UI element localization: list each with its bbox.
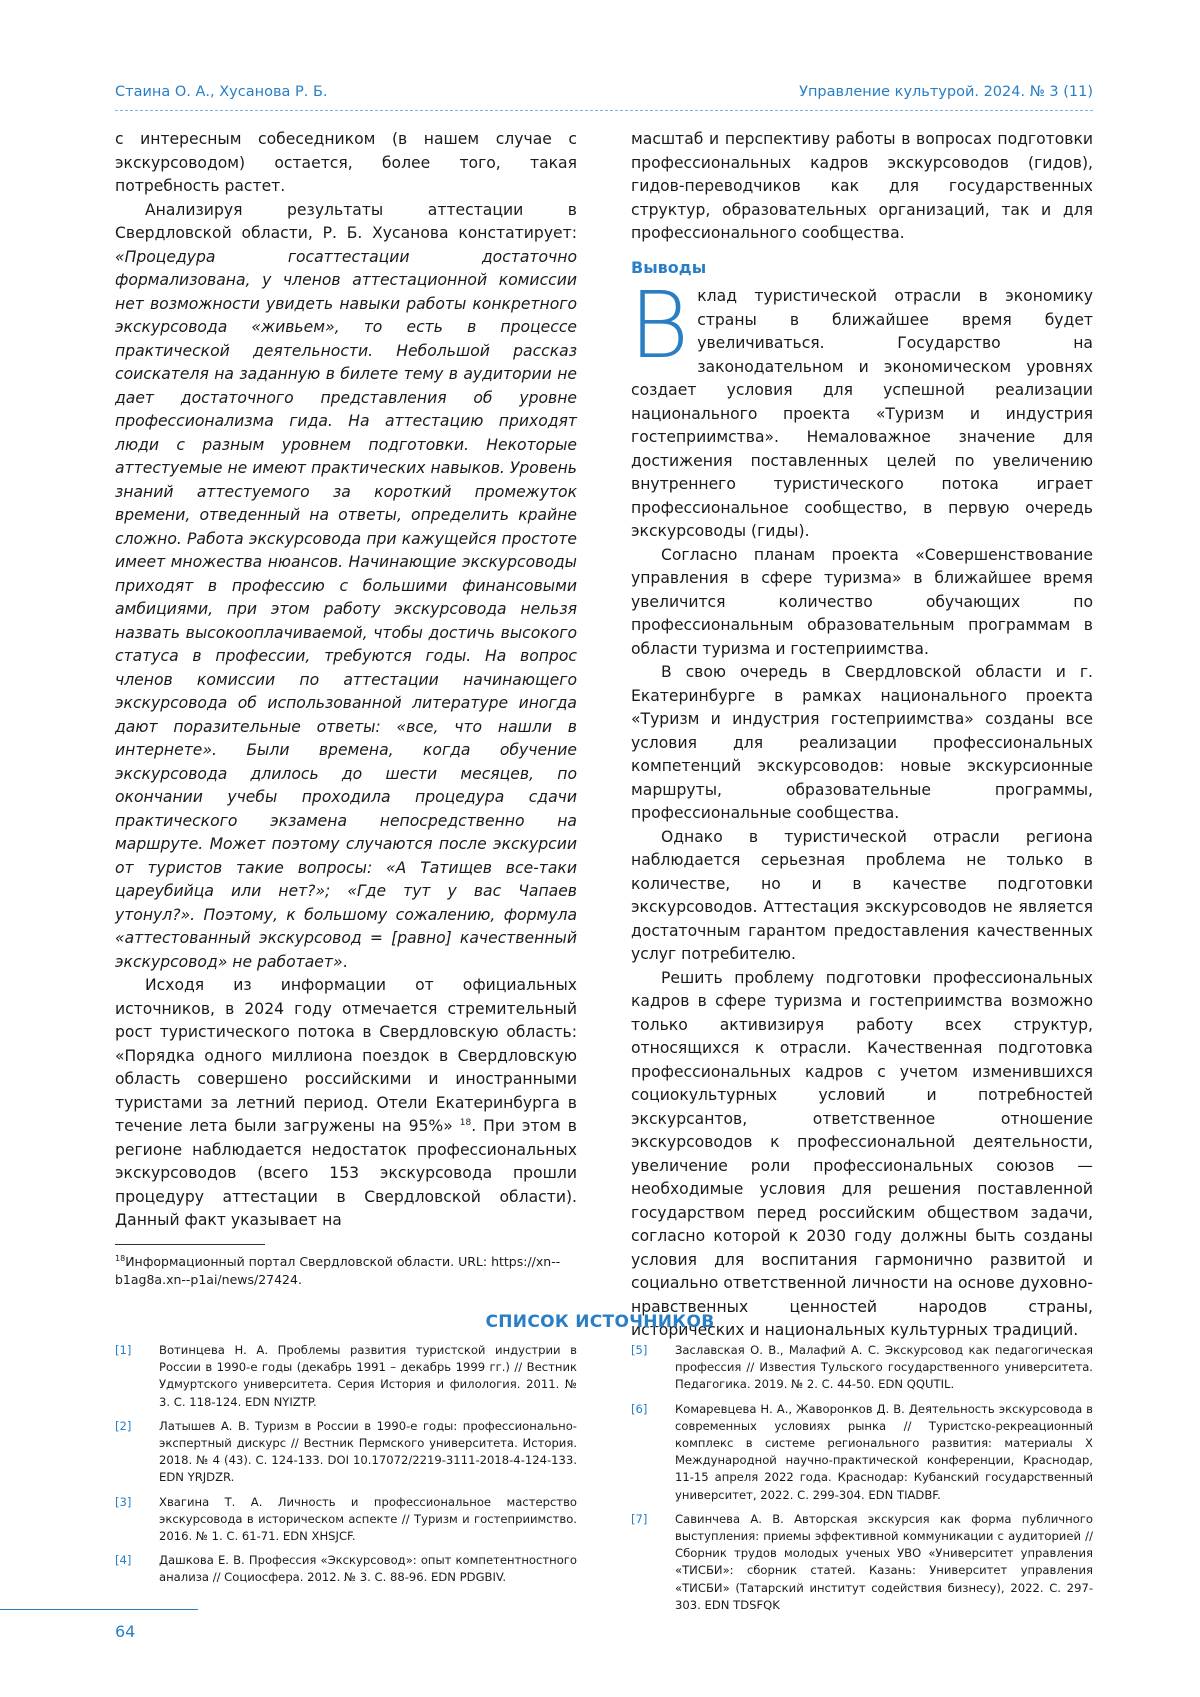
paragraph-part: . При этом в регионе наблюдается недостаток профессиональных экскурсоводов (всего 153 экскурсовода прошли процедуру аттестации в Свердловской области). Данный факт указывает на bbox=[115, 1117, 577, 1229]
reference-number: [3] bbox=[115, 1494, 132, 1509]
header-divider bbox=[115, 110, 1093, 111]
reference-item bbox=[115, 1494, 577, 1546]
reference-item bbox=[631, 1401, 1093, 1504]
section-title-conclusions: Выводы bbox=[631, 257, 707, 277]
footnote-ref[interactable]: 18 bbox=[459, 1117, 472, 1128]
reference-number: [4] bbox=[115, 1553, 132, 1568]
footnote-text: Информационный портал Свердловской области. URL: https://xn--b1ag8a.xn--p1ai/news/27424. bbox=[115, 1254, 561, 1288]
reference-number: [2] bbox=[115, 1418, 132, 1433]
reference-number: [5] bbox=[631, 1343, 648, 1357]
paragraph-dropcap bbox=[629, 272, 1093, 544]
reference-text: Латышев А. В. Туризм в России в 1990-е годы: профессионально-экспертный дискурс // Вестник Пермского университета. История. 2018. № 4 (43). С. 124-133. DOI 10.17072/2219-3111-2018-4-124-133. EDN YRJDZR. bbox=[159, 1418, 577, 1485]
paragraph: Однако в туристической отрасли региона наблюдается серьезная проблема не только в количестве, но и в качестве подготовки экскурсоводов. Аттестация экскурсоводов не является достаточным гарантом предоставления качественных услуг потребителю. bbox=[631, 827, 1093, 963]
reference-text: Савинчева А. В. Авторская экскурсия как форма публичного выступления: приемы эффективной коммуникации с аудиторией // Сборник трудов молодых ученых УВО «Университет управления «ТИСБИ»: сборник статей. Казань: Университет управления «ТИСБИ» (Татарский институт содействия бизнесу), 2022. С. 297-303. EDN TDSFQK bbox=[675, 1511, 1093, 1612]
reference-item bbox=[115, 1418, 577, 1487]
reference-number: [7] bbox=[631, 1511, 648, 1526]
references-left bbox=[115, 1342, 577, 1594]
running-header bbox=[115, 84, 1093, 106]
reference-text: Комаревцева Н. А., Жаворонков Д. В. Деятельность экскурсовода в современных условиях рынка // Туристско-рекреационный комплекс в системе регионального развития: материалы X Международной научно-практической конференции, Краснодар, 11-15 апреля 2022 года. Краснодар: Кубанский государственный университет, 2022. С. 299-304. EDN TIADBF. bbox=[675, 1401, 1093, 1502]
reference-text: Дашкова Е. В. Профессия «Экскурсовод»: опыт компетентностного анализа // Социосфера. 2012. № 3. С. 88-96. EDN PDGBIV. bbox=[159, 1553, 577, 1585]
paragraph bbox=[115, 974, 577, 1233]
paragraph: Решить проблему подготовки профессиональных кадров в сфере туризма и гостеприимства возможно только активизируя работу всех структур, относящихся к отрасли. Качественная подготовка профессиональных кадров с учетом изменившихся социокультурных условий и потребностей экскурсантов, ответственное отношение экскурсоводов к профессиональной деятельности, увеличение роли профессиональных союзов — необходимые условия для решения поставленной государством перед российским обществом задачи, согласно которой к 2030 году должны быть созданы условия для воспитания гармонично развитой и социально ответственной личности на основе духовно-нравственных ценностей народов страны, исторических и национальных культурных традиций. bbox=[631, 968, 1093, 1339]
quote-end: . bbox=[342, 952, 348, 971]
header-authors: Стаина О. А., Хусанова Р. Б. bbox=[115, 84, 328, 100]
reference-text: Хвагина Т. А. Личность и профессиональное мастерство экскурсовода в историческом аспекте // Туризм и гостеприимство. 2016. № 1. С. 61-71. EDN XHSJCF. bbox=[159, 1494, 577, 1544]
references-title: СПИСОК ИСТОЧНИКОВ bbox=[485, 1312, 715, 1332]
reference-item bbox=[115, 1552, 577, 1586]
paragraph: В свою очередь в Свердловской области и г. Екатеринбурге в рамках национального проекта «Туризм и индустрия гостеприимства» созданы все условия для реализации профессиональных компетенций экскурсоводов: новые экскурсионные маршруты, образовательные программы, профессиональные сообщества. bbox=[631, 663, 1093, 822]
footnote bbox=[115, 1250, 577, 1289]
reference-item bbox=[115, 1342, 577, 1411]
paragraph-part: Исходя из информации от официальных источников, в 2024 году отмечается стремительный рост туристического потока в Свердловскую область: «Порядка одного миллиона поездок в Свердловскую область совершено российскими и иностранными туристами за летний период. Отели Екатеринбурга в течение лета были загружены на 95%» bbox=[115, 976, 577, 1135]
quote-intro: Анализируя результаты аттестации в Свердловской области, Р. Б. Хусанова констатирует: bbox=[115, 200, 577, 242]
reference-item bbox=[631, 1511, 1093, 1614]
left-column bbox=[115, 128, 577, 1233]
quote-text: «Процедура госаттестации достаточно формализована, у членов аттестационной комиссии нет возможности увидеть навыки работы конкретного экскурсовода «живьем», то есть в процессе практической деятельности. Небольшой рассказ соискателя на заданную в билете тему в аудитории не дает достаточного представления об уровне профессионализма гида. На аттестацию приходят люди с разным уровнем подготовки. Некоторые аттестуемые не имеют практических навыков. Уровень знаний аттестуемого за короткий промежуток времени, отведенный на ответы, определить крайне сложно. Работа экскурсовода при кажущейся простоте имеет множества нюансов. Начинающие экскурсоводы приходят в профессию с большими финансовыми амбициями, при этом работу экскурсовода нельзя назвать высокооплачиваемой, чтобы достичь высокого статуса в профессии, требуются годы. На вопрос членов комиссии по аттестации начинающего экскурсовода об использованной литературе иногда дают поразительные ответы: «все, что нашли в интернете». Были времена, когда обучение экскурсовода длилось до шести месяцев, по окончании учебы проходила процедура сдачи практического экзамена непосредственно на маршруте. Может поэтому случаются после экскурсии от туристов такие вопросы: «А Татищев все-таки цареубийца или нет?»; «Где тут у вас Чапаев утонул?». Поэтому, к большому сожалению, формула «аттестованный экскурсовод = [равно] качественный экскурсовод» не работает» bbox=[115, 247, 577, 971]
paragraph-quote bbox=[115, 199, 577, 975]
page-number-divider bbox=[0, 1609, 198, 1610]
paragraph: масштаб и перспективу работы в вопросах подготовки профессиональных кадров экскурсоводов (гидов), гидов-переводчиков как для государственных структур, образовательных организаций, так и для профессионального сообщества. bbox=[631, 130, 1093, 242]
paragraph: с интересным собеседником (в нашем случае с экскурсоводом) остается, более того, такая потребность растет. bbox=[115, 130, 577, 195]
dropcap-letter: В bbox=[629, 272, 690, 379]
reference-item bbox=[631, 1342, 1093, 1394]
references-right bbox=[631, 1342, 1093, 1621]
right-column bbox=[631, 128, 1093, 1343]
footnote-number: 18 bbox=[115, 1254, 126, 1263]
header-journal: Управление культурой. 2024. № 3 (11) bbox=[799, 84, 1093, 100]
reference-number: [1] bbox=[115, 1343, 132, 1357]
page-number: 64 bbox=[115, 1622, 136, 1641]
reference-text: Вотинцева Н. А. Проблемы развития туристской индустрии в России в 1990-е годы (декабрь 1991 – декабрь 1999 гг.) // Вестник Удмуртского университета. Серия История и филология. 2011. № 3. С. 118-124. EDN NYIZTP. bbox=[159, 1343, 577, 1409]
paragraph: Согласно планам проекта «Совершенствование управления в сфере туризма» в ближайшее время увеличится количество обучающих по профессиональным образовательным программам в области туризма и гостеприимства. bbox=[631, 545, 1093, 658]
reference-number: [6] bbox=[631, 1401, 648, 1416]
footnote-divider bbox=[115, 1244, 265, 1245]
reference-text: Заславская О. В., Малафий А. С. Экскурсовод как педагогическая профессия // Известия Тульского государственного университета. Педагогика. 2019. № 2. С. 44-50. EDN QQUTIL. bbox=[675, 1343, 1093, 1392]
paragraph-text: клад туристической отрасли в экономику страны в ближайшее время будет увеличиваться. Государство на законодательном и экономическом уровнях создает условия для успешной реализации национального проекта «Туризм и индустрия гостеприимства». Немаловажное значение для достижения поставленных целей по увеличению внутреннего туристического потока играет профессиональное сообщество, в первую очередь экскурсоводы (гиды). bbox=[631, 287, 1093, 540]
